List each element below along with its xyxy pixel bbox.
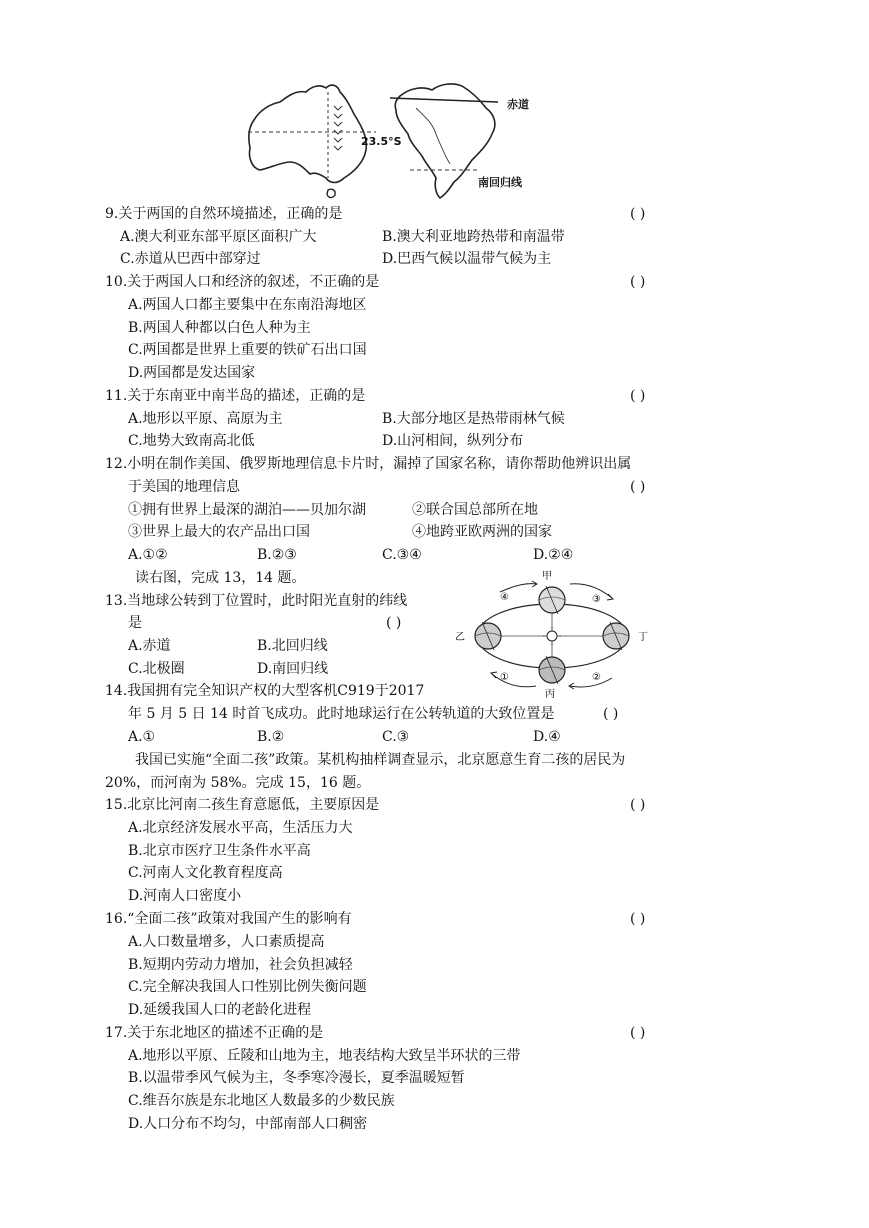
q17-option-c: C.维吾尔族是东北地区人数最多的少数民族 xyxy=(128,1093,395,1109)
q13-answer-blank: ( ) xyxy=(386,615,402,631)
equator-line xyxy=(390,98,498,102)
q16-option-b: B.短期内劳动力增加，社会负担减轻 xyxy=(128,957,353,973)
q10-option-a: A.两国人口都主要集中在东南沿海地区 xyxy=(128,297,367,313)
latitude-label: 23.5°S xyxy=(361,135,402,148)
q17-option-a: A.地形以平原、丘陵和山地为主，地表结构大致呈半环状的三带 xyxy=(128,1048,521,1064)
q11-stem: 11.关于东南亚中南半岛的描述，正确的是 xyxy=(105,388,366,404)
q14-stem-line1: 14.我国拥有完全知识产权的大型客机C919于2017 xyxy=(105,683,425,699)
q15-stem: 15.北京比河南二孩生育意愿低，主要原因是 xyxy=(105,797,380,813)
q16-option-a: A.人口数量增多，人口素质提高 xyxy=(128,934,325,950)
q12-stem-line1: 12.小明在制作美国、俄罗斯地理信息卡片时，漏掉了国家名称，请你帮助他辨识出属 xyxy=(105,456,632,472)
equator-label: 赤道 xyxy=(507,98,529,111)
q9-option-a: A.澳大利亚东部平原区面积广大 xyxy=(120,229,317,245)
q10-option-b: B.两国人种都以白色人种为主 xyxy=(128,320,311,336)
q12-option-a: A.①② xyxy=(128,547,168,563)
orbit-label-yi: 乙 xyxy=(455,632,465,643)
q10-option-c: C.两国都是世界上重要的铁矿石出口国 xyxy=(128,342,367,358)
q14-option-c: C.③ xyxy=(382,729,410,745)
q16-option-c: C.完全解决我国人口性别比例失衡问题 xyxy=(128,979,367,995)
q12-statement-3: ③世界上最大的农产品出口国 xyxy=(128,524,310,540)
q9-option-d: D.巴西气候以温带气候为主 xyxy=(382,251,552,267)
q14-option-b: B.② xyxy=(257,729,285,745)
q13-option-b: B.北回归线 xyxy=(257,638,328,654)
q9-answer-blank: ( ) xyxy=(630,206,646,222)
q15-answer-blank: ( ) xyxy=(630,797,646,813)
q13-option-a: A.赤道 xyxy=(128,638,171,654)
q14-option-a: A.① xyxy=(128,729,156,745)
q17-answer-blank: ( ) xyxy=(630,1025,646,1041)
sun-icon xyxy=(547,631,557,641)
mountain-range-symbol xyxy=(334,106,342,150)
tasmania-outline xyxy=(327,189,335,197)
earth-yi-icon xyxy=(475,622,501,650)
q12-stem-line2: 于美国的地理信息 xyxy=(128,479,240,495)
orbit-label-ding: 丁 xyxy=(638,632,648,643)
q16-option-d: D.延缓我国人口的老龄化进程 xyxy=(128,1002,312,1018)
q13-14-intro: 读右图，完成 13，14 题。 xyxy=(135,570,306,586)
q13-option-d: D.南回归线 xyxy=(257,661,329,677)
q15-option-d: D.河南人口密度小 xyxy=(128,888,242,904)
q16-answer-blank: ( ) xyxy=(630,911,646,927)
q12-option-b: B.②③ xyxy=(257,547,297,563)
q13-stem-line2: 是 xyxy=(128,615,142,631)
q13-option-c: C.北极圈 xyxy=(128,661,185,677)
orbit-label-1: ① xyxy=(500,672,509,683)
q15-option-c: C.河南人文化教育程度高 xyxy=(128,865,283,881)
q14-option-d: D.④ xyxy=(533,729,561,745)
q12-statement-4: ④地跨亚欧两洲的国家 xyxy=(412,524,552,540)
q12-statement-1: ①拥有世界上最深的湖泊——贝加尔湖 xyxy=(128,502,366,518)
q9-option-c: C.赤道从巴西中部穿过 xyxy=(120,251,261,267)
q10-stem: 10.关于两国人口和经济的叙述，不正确的是 xyxy=(105,274,380,290)
q15-option-b: B.北京市医疗卫生条件水平高 xyxy=(128,843,311,859)
earth-jia-icon xyxy=(539,586,565,614)
australia-outline xyxy=(249,85,367,182)
q14-stem-line2: 年 5 月 5 日 14 时首飞成功。此时地球运行在公转轨道的大致位置是 xyxy=(128,706,555,722)
q13-stem-line1: 13.当地球公转到丁位置时，此时阳光直射的纬线 xyxy=(105,593,408,609)
orbit-label-3: ③ xyxy=(592,594,601,605)
q17-option-b: B.以温带季风气候为主，冬季寒冷漫长，夏季温暖短暂 xyxy=(128,1070,465,1086)
orbit-label-bing: 丙 xyxy=(545,689,555,700)
q11-option-d: D.山河相间，纵列分布 xyxy=(382,433,524,449)
q10-answer-blank: ( ) xyxy=(630,274,646,290)
q15-16-intro-line1: 我国已实施“全面二孩”政策。某机构抽样调查显示，北京愿意生育二孩的居民为 xyxy=(135,752,626,768)
q10-option-d: D.两国都是发达国家 xyxy=(128,365,256,381)
q17-stem: 17.关于东北地区的描述不正确的是 xyxy=(105,1025,324,1041)
q11-option-a: A.地形以平原、高原为主 xyxy=(128,411,283,427)
earth-bing-icon xyxy=(539,656,565,684)
tropic-label: 南回归线 xyxy=(478,176,522,189)
q11-option-c: C.地势大致南高北低 xyxy=(128,433,255,449)
q15-option-a: A.北京经济发展水平高，生活压力大 xyxy=(128,820,353,836)
q9-option-b: B.澳大利亚地跨热带和南温带 xyxy=(382,229,565,245)
orbit-label-jia: 甲 xyxy=(542,571,552,582)
q12-answer-blank: ( ) xyxy=(630,479,646,495)
q11-option-b: B.大部分地区是热带雨林气候 xyxy=(382,411,565,427)
q11-answer-blank: ( ) xyxy=(630,388,646,404)
q17-option-d: D.人口分布不均匀，中部南部人口稠密 xyxy=(128,1116,368,1132)
q12-statement-2: ②联合国总部所在地 xyxy=(412,502,538,518)
earth-ding-icon xyxy=(603,622,629,650)
earth-orbit-diagram xyxy=(452,570,657,700)
orbit-label-4: ④ xyxy=(500,592,509,603)
q9-stem: 9.关于两国的自然环境描述，正确的是 xyxy=(105,206,343,222)
q15-16-intro-line2: 20%，而河南为 58%。完成 15，16 题。 xyxy=(105,775,371,791)
orbit-label-2: ② xyxy=(592,672,601,683)
q14-answer-blank: ( ) xyxy=(603,706,619,722)
q12-option-d: D.②④ xyxy=(533,547,574,563)
q16-stem: 16.“全面二孩”政策对我国产生的影响有 xyxy=(105,911,352,927)
q12-option-c: C.③④ xyxy=(382,547,422,563)
